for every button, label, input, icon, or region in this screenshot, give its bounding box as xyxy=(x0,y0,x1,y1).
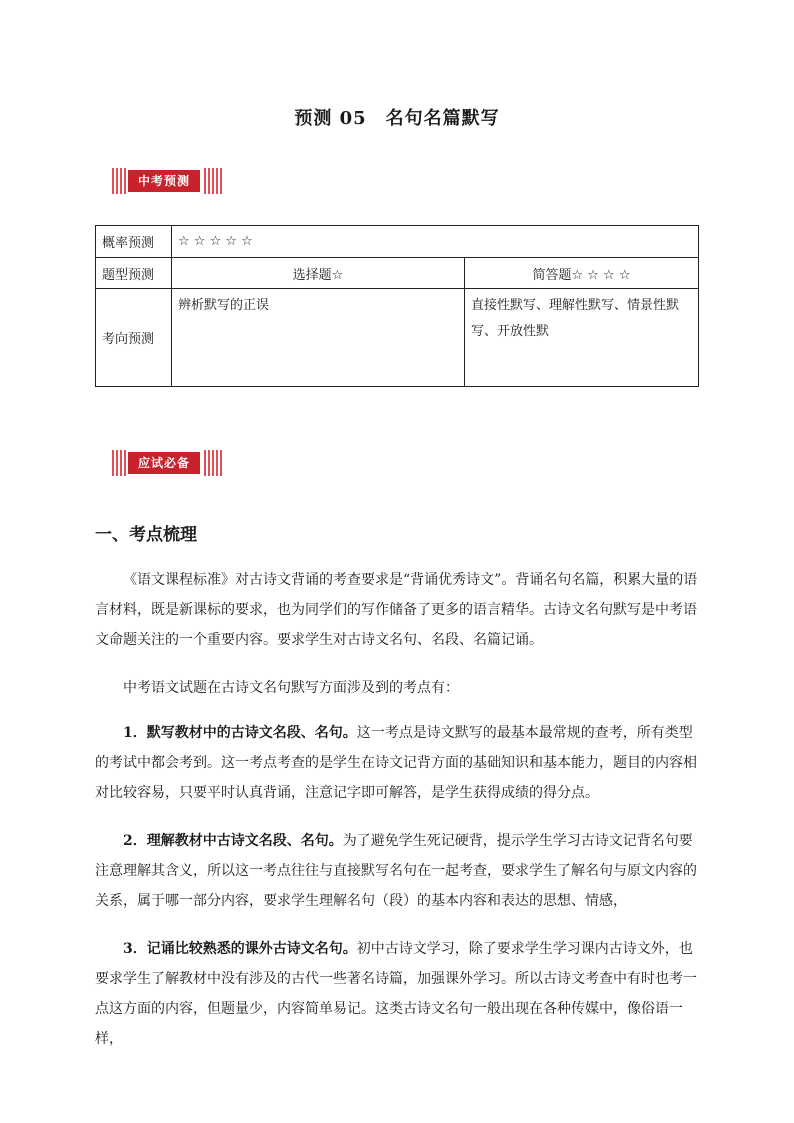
row-label-probability: 概率预测 xyxy=(96,226,172,258)
point-2-text: 为了避免学生死记硬背，提示学生学习古诗文记背名句要注意理解其含义，所以这一考点往往与直接默写名句在一起考查，要求学生了解名句与原文内容的关系，属于哪一部分内容，要求学生理解名句（段）的基本内容和表达的思想、情感， xyxy=(95,833,697,909)
banner-stripes-right xyxy=(204,450,224,476)
paragraph-point-1 xyxy=(95,718,699,808)
section-heading: 一、考点梳理 xyxy=(95,525,197,545)
prediction-table xyxy=(95,225,699,387)
direction-answer-text: 直接性默写、理解性默写、情景性默写、开放性默 xyxy=(465,289,699,387)
probability-stars: ☆ ☆ ☆ ☆ ☆ xyxy=(172,226,699,258)
row-label-direction: 考向预测 xyxy=(96,289,172,387)
point-3-heading: 3．记诵比较熟悉的课外古诗文名句。 xyxy=(123,941,357,957)
exam-prediction-banner xyxy=(112,168,224,194)
paragraph-point-3 xyxy=(95,934,699,1054)
table-row xyxy=(96,289,699,387)
table-row xyxy=(96,226,699,258)
multiple-choice-rating: 选择题☆ xyxy=(172,258,465,289)
banner-stripes-left xyxy=(112,168,128,194)
point-2-heading: 2．理解教材中古诗文名段、名句。 xyxy=(123,833,343,849)
exam-essentials-label: 应试必备 xyxy=(128,452,200,474)
exam-essentials-banner xyxy=(112,450,224,476)
paragraph-point-2 xyxy=(95,826,699,916)
row-label-question-type: 题型预测 xyxy=(96,258,172,289)
page-title: 预测 05 名句名篇默写 xyxy=(294,108,500,129)
point-1-text: 这一考点是诗文默写的最基本最常规的查考，所有类型的考试中都会考到。这一考点考查的是学生在诗文记背方面的基础知识和基本能力，题目的内容相对比较容易，只要平时认真背诵，注意记字即可解答，是学生获得成绩的得分点。 xyxy=(95,725,697,801)
paragraph-intro: 《语文课程标准》对古诗文背诵的考查要求是“背诵优秀诗文”。背诵名句名篇，积累大量的语言材料，既是新课标的要求，也为同学们的写作储备了更多的语言精华。古诗文名句默写是中考语文命题关注的一个重要内容。要求学生对古诗文名句、名段、名篇记诵。 xyxy=(95,572,698,648)
short-answer-rating: 简答题☆ ☆ ☆ ☆ xyxy=(465,258,699,289)
exam-prediction-label: 中考预测 xyxy=(128,170,200,192)
banner-stripes-left xyxy=(112,450,128,476)
banner-stripes-right xyxy=(204,168,224,194)
direction-choice-text: 辨析默写的正误 xyxy=(172,289,465,387)
point-1-heading: 1．默写教材中的古诗文名段、名句。 xyxy=(123,725,357,741)
paragraph-points-lead: 中考语文试题在古诗文名句默写方面涉及到的考点有： xyxy=(123,680,459,696)
point-3-text: 初中古诗文学习，除了要求学生学习课内古诗文外，也要求学生了解教材中没有涉及的古代一些著名诗篇，加强课外学习。所以古诗文考查中有时也考一点这方面的内容，但题量少，内容简单易记。这类古诗文名句一般出现在各种传媒中，像俗语一样， xyxy=(95,941,697,1047)
table-row xyxy=(96,258,699,289)
